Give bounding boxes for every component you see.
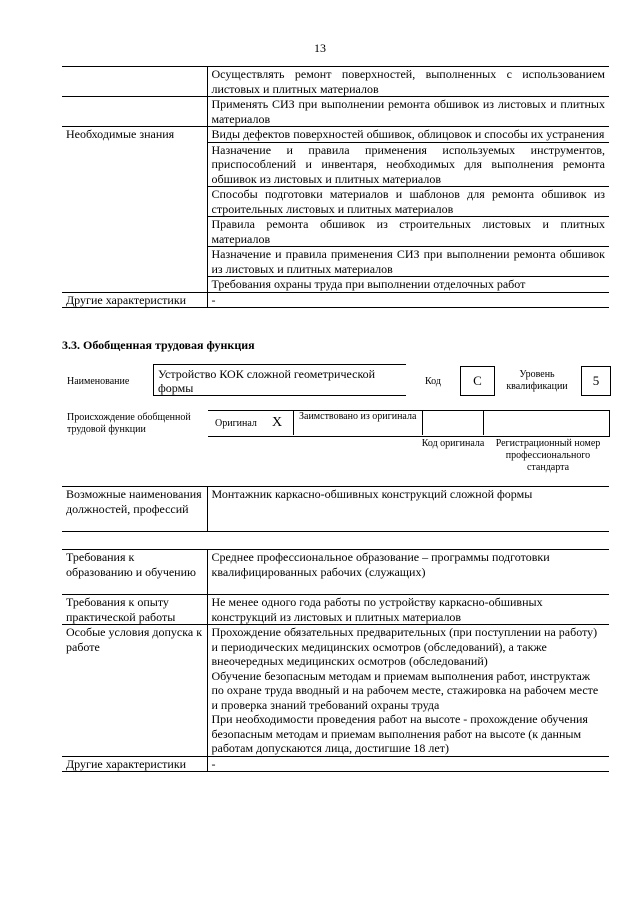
table-row <box>62 595 609 625</box>
skills-knowledge-table <box>62 66 609 308</box>
table-row <box>62 625 609 757</box>
row-label <box>62 97 207 127</box>
row-value: Осуществлять ремонт поверхностей, выполненных с использованием листовых и плитных материалов <box>207 67 609 97</box>
row-value: - <box>207 756 609 772</box>
row-value: Виды дефектов поверхностей обшивок, облицовок и способы их устранения <box>207 127 609 143</box>
row-value: Назначение и правила применения СИЗ при выполнении ремонта обшивок из листовых и плитных материалов <box>207 247 609 277</box>
row-label: Требования к образованию и обучению <box>62 550 207 595</box>
row-label: Требования к опыту практической работы <box>62 595 207 625</box>
origin-label: Происхождение обобщенной трудовой функции <box>67 412 191 435</box>
row-value <box>207 625 609 757</box>
table-row <box>62 550 609 595</box>
page-number: 13 <box>314 41 326 55</box>
row-value: Не менее одного года работы по устройству каркасно-обшивных конструкций из листовых и плитных материалов <box>207 595 609 625</box>
table-row <box>62 97 609 127</box>
code-value-box: С <box>460 366 495 396</box>
reg-number-caption: Регистрационный номер профессионального стандарта <box>495 438 601 473</box>
row-value: Назначение и правила применения используемых инструментов, приспособлений и инвентаря, необходимых для выполнения ремонта обшивок из листовых и плитных материалов <box>207 142 609 187</box>
table-row <box>62 127 609 143</box>
row-value: Правила ремонта обшивок из строительных листовых и плитных материалов <box>207 217 609 247</box>
row-value: Монтажник каркасно-обшивных конструкций сложной формы <box>207 487 609 532</box>
level-value-box: 5 <box>581 366 611 396</box>
positions-table <box>62 486 609 532</box>
divider <box>483 410 484 435</box>
table-row <box>62 487 609 532</box>
admission-condition-2: Обучение безопасным методам и приемам выполнения работ, инструктаж по охране труда вводный и на рабочем месте, стажировка на рабочем месте и проверка знаний требований охраны труда <box>211 668 599 712</box>
row-value: Требования охраны труда при выполнении отделочных работ <box>207 277 609 293</box>
name-label: Наименование <box>67 376 130 387</box>
function-name-box: Устройство КОК сложной геометрической формы <box>153 364 406 396</box>
admission-condition-1: Прохождение обязательных предварительных (при поступлении на работу) и периодических медицинских осмотров (обследований), а также внеочередных медицинских осмотров (обследований) <box>211 625 598 668</box>
divider <box>422 410 423 435</box>
table-row <box>62 67 609 97</box>
requirements-table <box>62 549 609 772</box>
admission-condition-3: При необходимости проведения работ на высоте - прохождение обучения безопасным методам и приемам выполнения работ на высоте (к данным работам допускаются лица, достигшие 18 лет) <box>211 712 588 755</box>
row-value: Среднее профессиональное образование – программы подготовки квалифицированных рабочих (служащих) <box>207 550 609 595</box>
row-label-knowledge: Необходимые знания <box>62 127 207 293</box>
original-label: Оригинал <box>215 418 257 429</box>
row-label: Другие характеристики <box>62 292 207 308</box>
row-label: Возможные наименования должностей, профессий <box>62 487 207 532</box>
section-title: 3.3. Обобщенная трудовая функция <box>62 338 255 352</box>
code-original-caption: Код оригинала <box>421 438 485 449</box>
row-label: Особые условия допуска к работе <box>62 625 207 757</box>
row-value: Способы подготовки материалов и шаблонов для ремонта обшивок из строительных листовых и плитных материалов <box>207 187 609 217</box>
level-label: Уровень квалификации <box>506 369 568 392</box>
divider <box>293 410 294 435</box>
borrowed-label: Заимствовано из оригинала <box>299 411 417 422</box>
code-label: Код <box>425 376 441 387</box>
row-value: - <box>207 292 609 308</box>
original-mark: X <box>272 415 283 430</box>
row-value: Применять СИЗ при выполнении ремонта обшивок из листовых и плитных материалов <box>207 97 609 127</box>
table-row <box>62 756 609 772</box>
table-row <box>62 292 609 308</box>
row-label <box>62 67 207 97</box>
row-label: Другие характеристики <box>62 756 207 772</box>
